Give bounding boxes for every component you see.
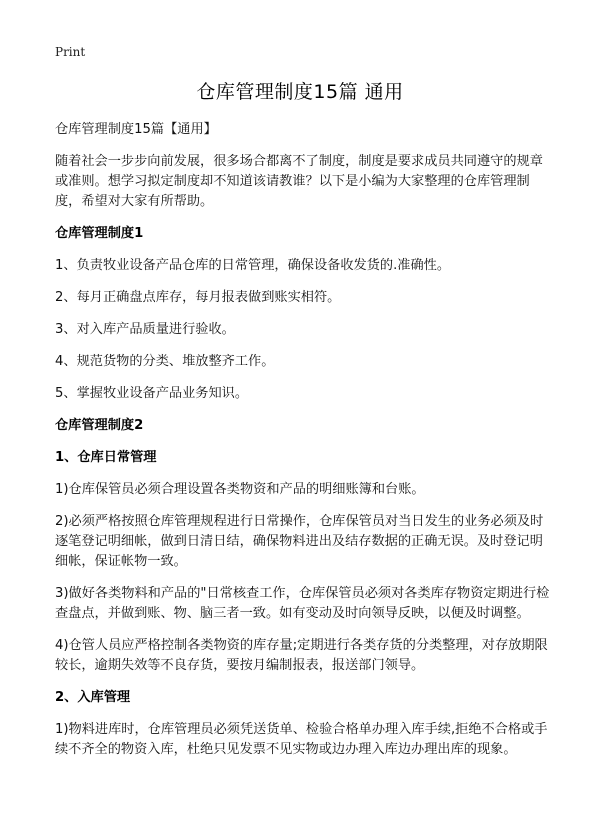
list-item: 1)物料进库时，仓库管理员必须凭送货单、检验合格单办理入库手续,拒绝不合格或手续不齐全的物资入库，杜绝只见发票不见实物或边办理入库边办理出库的现象。 xyxy=(55,722,548,757)
subsection-heading: 1、仓库日常管理 xyxy=(55,450,157,465)
section-heading: 仓库管理制度2 xyxy=(55,418,144,433)
list-item: 2)必须严格按照仓库管理规程进行日常操作，仓库保管员对当日发生的业务必须及时逐笔登记明细帐，做到日清日结，确保物料进出及结存数据的正确无误。及时登记明细帐，保证帐物一致。 xyxy=(55,514,544,569)
subsection-heading: 2、入库管理 xyxy=(55,690,131,705)
document-body xyxy=(55,120,555,772)
section-heading: 仓库管理制度1 xyxy=(55,226,144,241)
list-item: 1、负责牧业设备产品仓库的日常管理，确保设备收发货的.准确性。 xyxy=(55,258,451,273)
document-subtitle: 仓库管理制度15篇【通用】 xyxy=(55,122,217,137)
list-item: 4、规范货物的分类、堆放整齐工作。 xyxy=(55,354,275,369)
print-label: Print xyxy=(55,45,86,59)
list-item: 5、掌握牧业设备产品业务知识。 xyxy=(55,386,249,401)
intro-paragraph: 随着社会一步步向前发展，很多场合都离不了制度，制度是要求成员共同遵守的规章或准则。想学习拟定制度却不知道该请教谁？以下是小编为大家整理的仓库管理制度，希望对大家有所帮助。 xyxy=(55,154,543,209)
list-item: 4)仓管人员应严格控制各类物资的库存量;定期进行各类存货的分类整理，对存放期限较长，逾期失效等不良存货，要按月编制报表，报送部门领导。 xyxy=(55,638,548,673)
list-item: 3)做好各类物料和产品的"日常核查工作，仓库保管员必须对各类库存物资定期进行检查盘点，并做到账、物、脑三者一致。如有变动及时向领导反映，以便及时调整。 xyxy=(55,586,550,621)
list-item: 3、对入库产品质量进行验收。 xyxy=(55,322,235,337)
page-title: 仓库管理制度15篇 通用 xyxy=(196,81,404,103)
list-item: 1)仓库保管员必须合理设置各类物资和产品的明细账簿和台账。 xyxy=(55,482,425,497)
list-item: 2、每月正确盘点库存，每月报表做到账实相符。 xyxy=(55,290,341,305)
